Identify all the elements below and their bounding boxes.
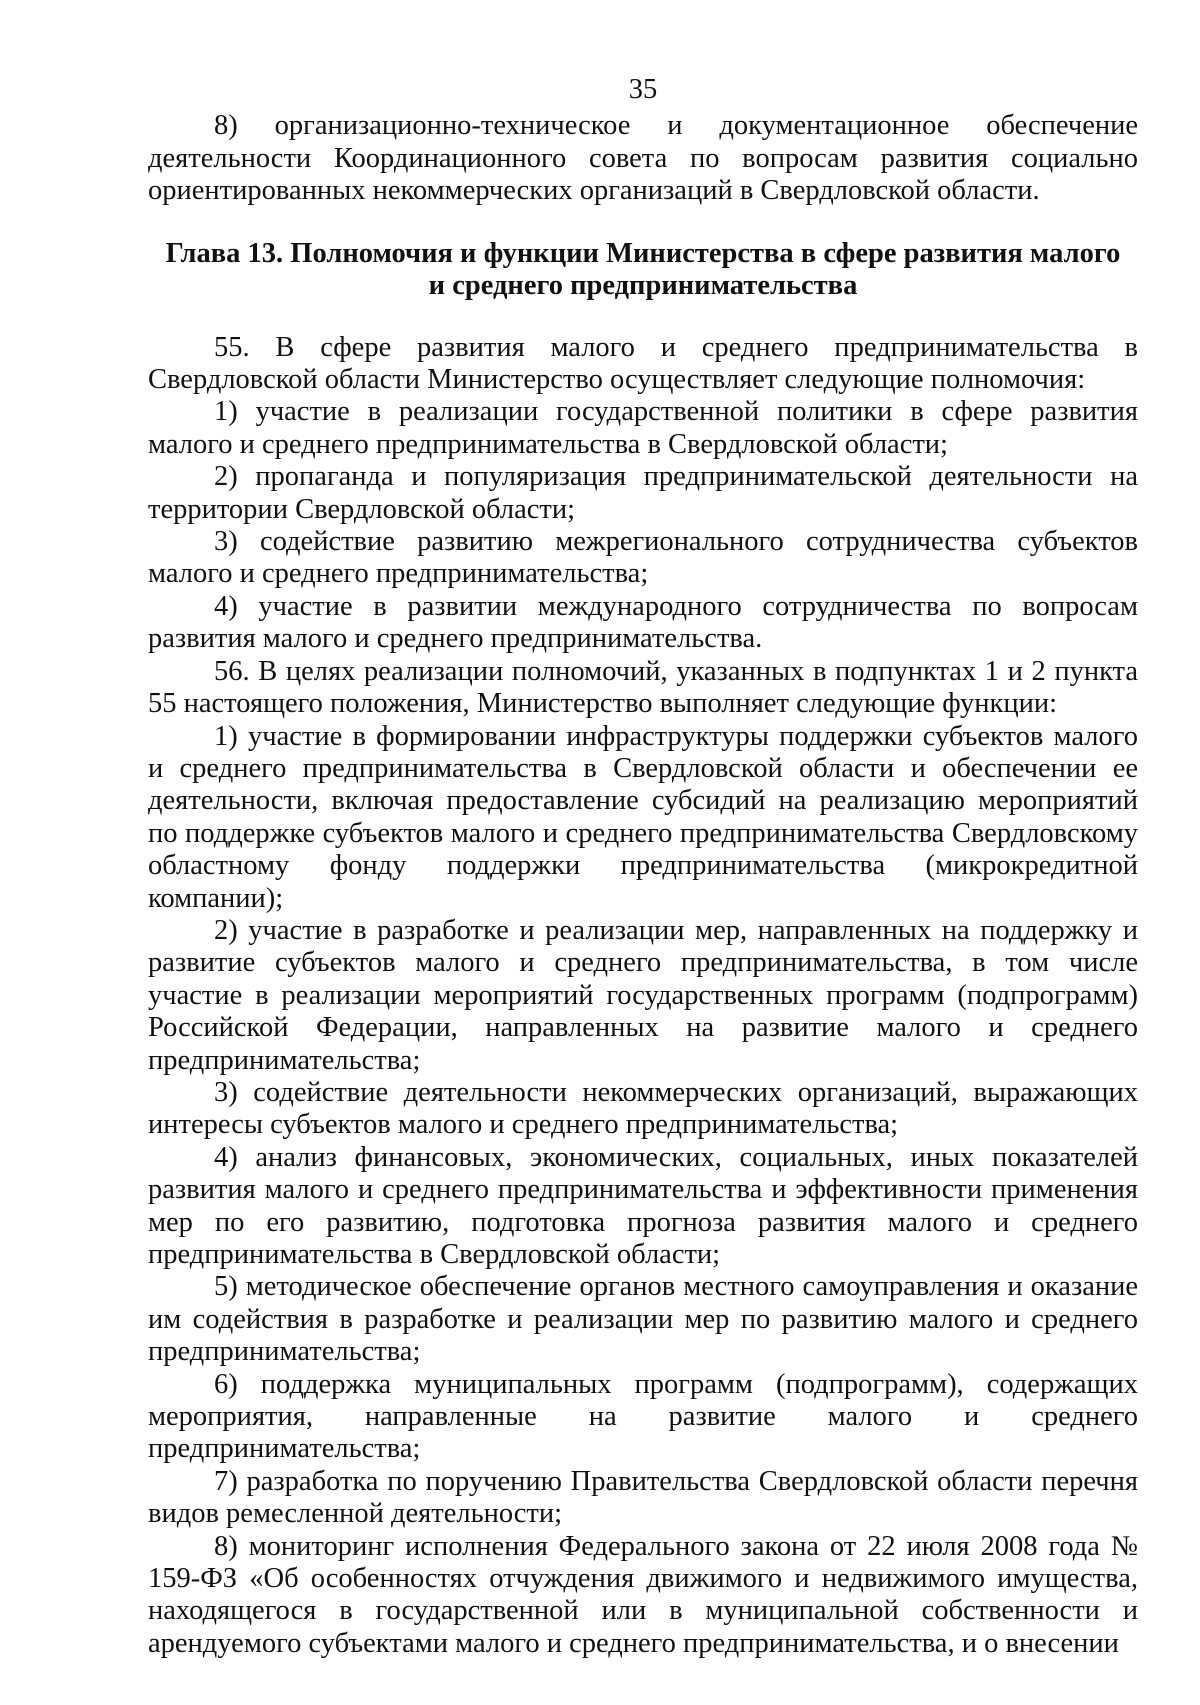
paragraph-56-item-5: 5) методическое обеспечение органов местного самоуправления и оказание им содействия в разработке и реализации мер по развитию малого и среднего предпринимательства; bbox=[148, 1271, 1138, 1368]
paragraph-56-item-8: 8) мониторинг исполнения Федерального закона от 22 июля 2008 года № 159-ФЗ «Об особенностях отчуждения движимого и недвижимого имущества, находящегося в государственной или в муниципальной собственности и арендуемого субъектами малого и среднего предпринимательства, и о внесении bbox=[148, 1530, 1138, 1659]
paragraph-56-item-6: 6) поддержка муниципальных программ (подпрограмм), содержащих мероприятия, направленные на развитие малого и среднего предпринимательства; bbox=[148, 1368, 1138, 1465]
paragraph-55-item-3: 3) содействие развитию межрегионального сотрудничества субъектов малого и среднего предпринимательства; bbox=[148, 526, 1138, 590]
paragraph-56-item-7: 7) разработка по поручению Правительства Свердловской области перечня видов ремесленной деятельности; bbox=[148, 1465, 1138, 1530]
document-page bbox=[148, 74, 1138, 1660]
paragraph-55-item-2: 2) пропаганда и популяризация предпринимательской деятельности на территории Свердловской области; bbox=[148, 461, 1138, 525]
paragraph-56-item-4: 4) анализ финансовых, экономических, социальных, иных показателей развития малого и среднего предпринимательства и эффективности применения мер по его развитию, подготовка прогноза развития малого и среднего предпринимательства в Свердловской области; bbox=[148, 1141, 1138, 1270]
page-number: 35 bbox=[628, 74, 658, 105]
paragraph-55-item-4: 4) участие в развитии международного сотрудничества по вопросам развития малого и среднего предпринимательства. bbox=[148, 590, 1138, 655]
paragraph-56-item-1: 1) участие в формировании инфраструктуры поддержки субъектов малого и среднего предпринимательства в Свердловской области и обеспечении ее деятельности, включая предоставление субсидий на реализацию мероприятий по поддержке субъектов малого и среднего предпринимательства Свердловскому областному фонду поддержки предпринимательства (микрокредитной компании); bbox=[148, 720, 1138, 914]
paragraph-56-item-3: 3) содействие деятельности некоммерческих организаций, выражающих интересы субъектов малого и среднего предпринимательства; bbox=[148, 1076, 1138, 1141]
paragraph-55-item-1: 1) участие в реализации государственной политики в сфере развития малого и среднего предпринимательства в Свердловской области; bbox=[148, 396, 1138, 460]
paragraph-item-8-coordination-council: 8) организационно-техническое и документационное обеспечение деятельности Координационного совета по вопросам развития социально ориентированных некоммерческих организаций в Свердловской области. bbox=[148, 110, 1138, 207]
paragraph-55: 55. В сфере развития малого и среднего предпринимательства в Свердловской области Министерство осуществляет следующие полномочия: bbox=[148, 331, 1138, 396]
paragraph-56: 56. В целях реализации полномочий, указанных в подпунктах 1 и 2 пункта 55 настоящего положения, Министерство выполняет следующие функции: bbox=[148, 655, 1138, 720]
chapter-heading-line-1: Глава 13. Полномочия и функции Министерства в сфере развития малого bbox=[165, 237, 1121, 269]
chapter-heading-line-2: и среднего предпринимательства bbox=[428, 269, 858, 301]
paragraph-56-item-2: 2) участие в разработке и реализации мер, направленных на поддержку и развитие субъектов малого и среднего предпринимательства, в том числе участие в реализации мероприятий государственных программ (подпрограмм) Российской Федерации, направленных на развитие малого и среднего предпринимательства; bbox=[148, 914, 1138, 1076]
chapter-heading bbox=[148, 238, 1138, 302]
